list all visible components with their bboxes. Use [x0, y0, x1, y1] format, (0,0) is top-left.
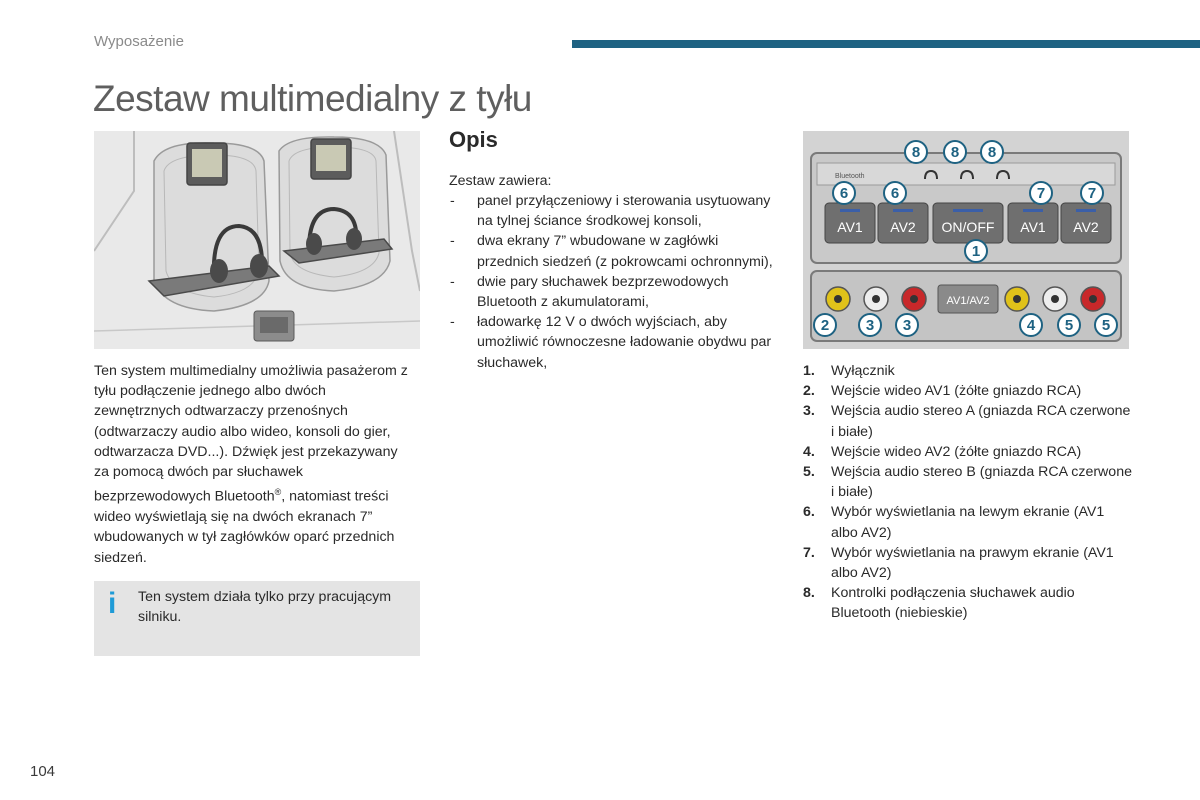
- info-note: [94, 581, 420, 656]
- svg-text:7: 7: [1087, 185, 1097, 202]
- svg-text:3: 3: [865, 317, 875, 334]
- bluetooth-label: Bluetooth: [835, 173, 865, 180]
- list-item: - ładowarkę 12 V o dwóch wyjściach, aby umożliwić równoczesne ładowanie obydwu par słuchawek,: [450, 314, 772, 371]
- info-note-text: Ten system działa tylko przy pracującym silniku.: [138, 589, 392, 626]
- list-item: - dwie pary słuchawek bezprzewodowych Bluetooth z akumulatorami,: [450, 273, 729, 311]
- legend-item: 7. Wybór wyświetlania na prawym ekranie (AV1 albo AV2): [803, 544, 1114, 582]
- svg-text:6: 6: [890, 185, 900, 202]
- svg-text:6: 6: [839, 185, 849, 202]
- legend-item: 5. Wejścia audio stereo B (gniazda RCA czerwone i białe): [803, 464, 1132, 501]
- page-number: 104: [30, 763, 56, 780]
- svg-text:1: 1: [971, 243, 981, 260]
- legend-item: 1. Wyłącznik: [803, 363, 895, 379]
- legend-item: 8. Kontrolki podłączenia słuchawek audio Bluetooth (niebieskie): [803, 585, 1075, 622]
- list-item: - dwa ekrany 7” wbudowane w zagłówki przednich siedzeń (z pokrowcami ochronnymi),: [450, 233, 773, 270]
- panel-button-on-off: ON/OFF: [941, 219, 995, 235]
- svg-text:7: 7: [1036, 185, 1046, 202]
- contents-list: [449, 191, 779, 373]
- panel-button-av1-left: AV1: [837, 219, 863, 235]
- legend-item: 2. Wejście wideo AV1 (żółte gniazdo RCA): [803, 383, 1082, 400]
- svg-text:5: 5: [1064, 317, 1074, 334]
- legend-item: 3. Wejścia audio stereo A (gniazda RCA czerwone i białe): [803, 403, 1131, 440]
- control-panel-illustration: [803, 131, 1129, 349]
- svg-text:2: 2: [820, 317, 830, 334]
- panel-legend: [803, 361, 1133, 624]
- description-heading: Opis: [449, 127, 498, 152]
- svg-text:8: 8: [911, 144, 921, 161]
- panel-button-av1-right: AV1: [1020, 219, 1046, 235]
- panel-button-av2-left: AV2: [890, 219, 916, 235]
- section-label: Wyposażenie: [94, 33, 184, 50]
- svg-text:8: 8: [987, 144, 997, 161]
- header-accent-bar: [572, 40, 1200, 48]
- page-title: Zestaw multimedialny z tyłu: [93, 78, 532, 119]
- legend-item: 4. Wejście wideo AV2 (żółte gniazdo RCA): [803, 443, 1082, 460]
- svg-text:8: 8: [950, 144, 960, 161]
- rear-seats-illustration: [94, 131, 420, 349]
- intro-paragraph: Ten system multimedialny umożliwia pasażerom z tyłu podłączenie jednego albo dwóch zewnętrznych odtwarzaczy przenośnych (odtwarzaczy audio albo wideo, konsoli do gier, odtwarzacza DVD...). Dźwięk jest przekazywany za pomocą dwóch par słuchawek bezprzewodowych Bluetooth®, natomiast treści wideo wyświetlają się na dwóch ekranach 7” wbudowanych w tył zagłówków oparć przednich siedzeń.: [94, 363, 408, 566]
- list-item: - panel przyłączeniowy i sterowania usytuowany na tylnej ściance środkowej konsoli,: [450, 193, 771, 230]
- legend-item: 6. Wybór wyświetlania na lewym ekranie (AV1 albo AV2): [803, 504, 1105, 541]
- svg-text:3: 3: [902, 317, 912, 334]
- info-icon: i: [108, 587, 117, 620]
- description-intro: Zestaw zawiera:: [449, 173, 552, 189]
- panel-button-av2-right: AV2: [1073, 219, 1099, 235]
- svg-text:5: 5: [1101, 317, 1111, 334]
- svg-text:4: 4: [1026, 317, 1036, 334]
- av-selector-label: AV1/AV2: [946, 295, 990, 307]
